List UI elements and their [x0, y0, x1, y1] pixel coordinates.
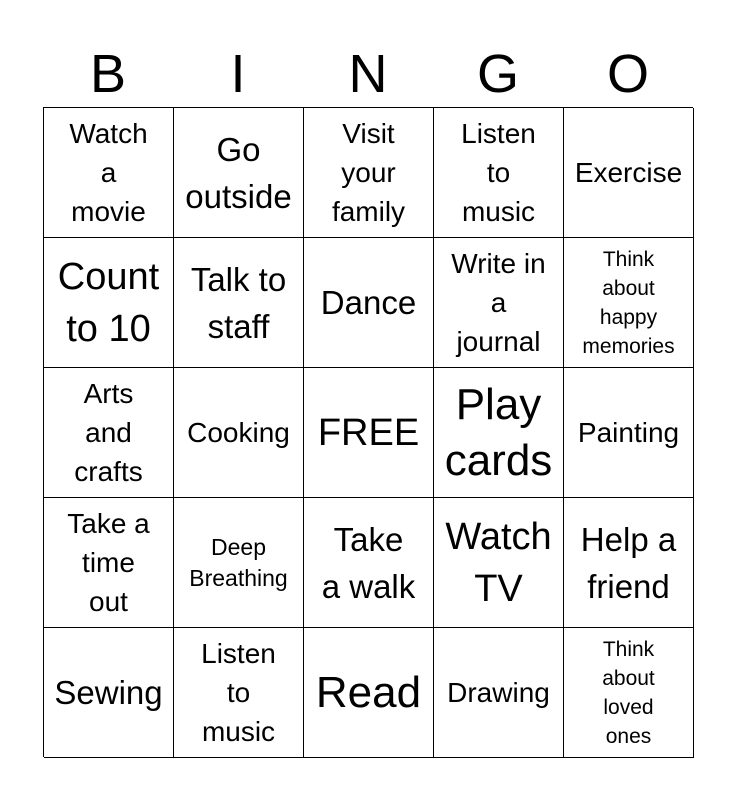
header-letter-i: I [230, 44, 246, 104]
bingo-cell[interactable] [564, 368, 694, 498]
bingo-cell[interactable] [304, 498, 434, 628]
bingo-cell-label: Exercise [574, 157, 683, 188]
bingo-cell[interactable] [174, 368, 304, 498]
bingo-cell[interactable] [434, 368, 564, 498]
header-letter-b: B [89, 44, 127, 104]
bingo-cell-label: Drawing [447, 677, 550, 708]
bingo-cell[interactable] [174, 108, 304, 238]
bingo-cell-label: Take a walk [321, 520, 416, 605]
bingo-cell-label: Play cards [444, 379, 553, 485]
bingo-cell[interactable] [434, 108, 564, 238]
bingo-cell-label: Help a friend [580, 520, 677, 605]
bingo-cell-label: Watch a movie [69, 118, 148, 227]
header-letter-n: N [348, 44, 388, 104]
bingo-cell[interactable] [304, 368, 434, 498]
bingo-cell[interactable] [564, 498, 694, 628]
header-letter-g: G [476, 44, 519, 104]
bingo-cell[interactable] [44, 498, 174, 628]
bingo-cell[interactable] [174, 628, 304, 758]
bingo-cell[interactable] [304, 238, 434, 368]
bingo-cell-label: Go outside [185, 130, 292, 215]
bingo-cell[interactable] [174, 498, 304, 628]
bingo-cell-label: Listen to music [201, 638, 276, 747]
bingo-cell[interactable] [44, 238, 174, 368]
bingo-cell-label: Watch TV [445, 515, 552, 610]
bingo-cell[interactable] [44, 108, 174, 238]
bingo-cell-label: Painting [577, 417, 680, 448]
bingo-cell[interactable] [44, 628, 174, 758]
bingo-cell[interactable] [564, 108, 694, 238]
bingo-cell[interactable] [304, 108, 434, 238]
bingo-cell-label: Read [315, 667, 422, 717]
bingo-cell[interactable] [434, 498, 564, 628]
bingo-cell-label: Cooking [187, 417, 290, 448]
bingo-cell-label: Write in a journal [451, 248, 546, 357]
bingo-cell-label: Take a time out [67, 508, 150, 617]
bingo-cell-label: Listen to music [461, 118, 536, 227]
bingo-cell-label: Arts and crafts [74, 378, 143, 487]
bingo-cell[interactable] [564, 628, 694, 758]
header-letter-o: O [606, 44, 649, 104]
bingo-cell[interactable] [174, 238, 304, 368]
bingo-header [43, 40, 693, 108]
bingo-cell[interactable] [44, 368, 174, 498]
bingo-cell-label: Think about happy memories [582, 247, 675, 358]
bingo-cell-label: FREE [317, 411, 420, 454]
bingo-cell-label: Visit your family [331, 118, 406, 227]
bingo-cell-label: Count to 10 [57, 255, 160, 350]
bingo-board [43, 107, 693, 757]
bingo-cell[interactable] [434, 628, 564, 758]
bingo-cell[interactable] [564, 238, 694, 368]
bingo-cell-label: Talk to staff [190, 260, 287, 345]
bingo-cell-label: Deep Breathing [189, 533, 288, 591]
bingo-cell[interactable] [304, 628, 434, 758]
bingo-cell-label: Think about loved ones [602, 637, 655, 748]
bingo-cell[interactable] [434, 238, 564, 368]
bingo-cell-label: Sewing [54, 674, 163, 711]
bingo-cell-label: Dance [320, 284, 417, 321]
